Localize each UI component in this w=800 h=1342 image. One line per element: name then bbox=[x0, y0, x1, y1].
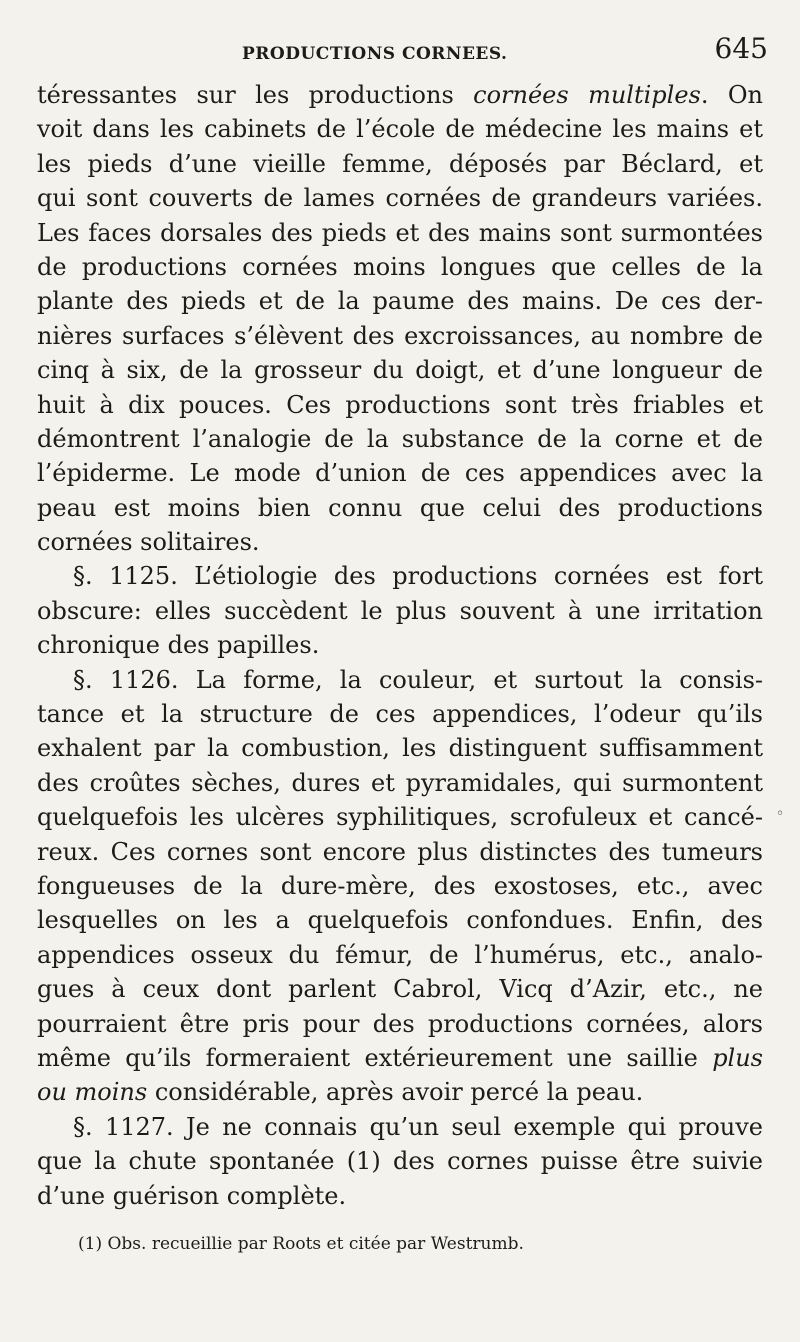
text-segment: démontrent l’analogie de la substance de la corne et de bbox=[37, 424, 763, 453]
text-segment: qui sont couverts de lames cornées de grandeurs variées. bbox=[37, 184, 763, 213]
text-segment: quelquefois les ulcères syphilitiques, scrofuleux et cancé- bbox=[37, 803, 763, 832]
text-line bbox=[37, 663, 763, 697]
text-line bbox=[37, 250, 763, 284]
text-segment: exhalent par la combustion, les distinguent suffisamment bbox=[37, 734, 763, 763]
text-segment: l’épiderme. Le mode d’union de ces appendices avec la bbox=[37, 459, 763, 488]
text-line bbox=[37, 628, 763, 662]
margin-mark: ◦ bbox=[776, 806, 785, 822]
text-segment: pourraient être pris pour des productions cornées, alors bbox=[37, 1009, 763, 1038]
text-segment: nières surfaces s’élèvent des excroissances, au nombre de bbox=[37, 321, 763, 350]
text-segment: fongueuses de la dure-mère, des exostoses, etc., avec bbox=[37, 871, 763, 900]
text-line bbox=[37, 422, 763, 456]
text-line bbox=[37, 181, 763, 215]
text-line bbox=[37, 1110, 763, 1144]
text-line bbox=[37, 388, 763, 422]
text-segment: de productions cornées moins longues que celles de la bbox=[37, 252, 763, 281]
page-number: 645 bbox=[714, 32, 768, 65]
text-line bbox=[37, 284, 763, 318]
text-segment: Les faces dorsales des pieds et des mains sont surmontées bbox=[37, 218, 763, 247]
text-segment: appendices osseux du fémur, de l’humérus, etc., analo- bbox=[37, 940, 763, 969]
italic-text: ou moins bbox=[37, 1078, 148, 1107]
text-segment: cinq à six, de la grosseur du doigt, et d’une longueur de bbox=[37, 356, 763, 385]
text-line bbox=[37, 1041, 763, 1075]
italic-text: cornées multiples bbox=[473, 81, 701, 109]
body-text bbox=[37, 78, 763, 1213]
text-segment: . On bbox=[700, 81, 764, 109]
running-head: PRODUCTIONS CORNEES. bbox=[242, 44, 508, 64]
text-line bbox=[37, 319, 763, 353]
text-line bbox=[37, 1144, 763, 1178]
text-line bbox=[37, 1179, 763, 1213]
text-segment: plante des pieds et de la paume des mains. De ces der- bbox=[37, 287, 763, 316]
text-line bbox=[37, 216, 763, 250]
text-segment: que la chute spontanée (1) des cornes puisse être suivie bbox=[37, 1147, 763, 1176]
text-segment: chronique des papilles. bbox=[37, 631, 320, 660]
text-line bbox=[37, 491, 763, 525]
text-line bbox=[37, 112, 763, 146]
text-line bbox=[37, 456, 763, 490]
text-line bbox=[37, 559, 763, 593]
text-segment: même qu’ils formeraient extérieurement une saillie bbox=[37, 1043, 713, 1072]
footnote: (1) Obs. recueillie par Roots et citée par Westrumb. bbox=[78, 1234, 524, 1254]
text-segment: des croûtes sèches, dures et pyramidales, qui surmontent bbox=[37, 768, 763, 797]
text-segment: gues à ceux dont parlent Cabrol, Vicq d’Azir, etc., ne bbox=[37, 975, 763, 1004]
text-segment: §. 1127. Je ne connais qu’un seul exemple qui prouve bbox=[73, 1112, 763, 1141]
text-segment: peau est moins bien connu que celui des productions bbox=[37, 493, 763, 522]
text-segment: §. 1126. La forme, la couleur, et surtout la consis- bbox=[73, 665, 763, 694]
text-line bbox=[37, 938, 763, 972]
text-segment: huit à dix pouces. Ces productions sont très friables et bbox=[37, 390, 763, 419]
text-line bbox=[37, 147, 763, 181]
text-line bbox=[37, 525, 763, 559]
text-line bbox=[37, 731, 763, 765]
text-segment: lesquelles on les a quelquefois confondues. Enfin, des bbox=[37, 906, 763, 935]
text-line bbox=[37, 1075, 763, 1109]
text-line bbox=[37, 835, 763, 869]
text-segment: obscure: elles succèdent le plus souvent à une irritation bbox=[37, 596, 763, 625]
text-line bbox=[37, 903, 763, 937]
page-header bbox=[0, 32, 800, 82]
text-segment: cornées solitaires. bbox=[37, 528, 260, 557]
text-segment: tance et la structure de ces appendices, l’odeur qu’ils bbox=[37, 700, 763, 729]
text-segment: téressantes sur les productions bbox=[37, 81, 474, 109]
text-line bbox=[37, 594, 763, 628]
text-line bbox=[37, 78, 763, 112]
text-line bbox=[37, 869, 763, 903]
text-segment: voit dans les cabinets de l’école de médecine les mains et bbox=[37, 115, 763, 144]
text-line bbox=[37, 972, 763, 1006]
text-line bbox=[37, 766, 763, 800]
text-segment: d’une guérison complète. bbox=[37, 1181, 347, 1210]
text-line bbox=[37, 697, 763, 731]
text-segment: reux. Ces cornes sont encore plus distinctes des tumeurs bbox=[37, 837, 763, 866]
text-segment: §. 1125. L’étiologie des productions cornées est fort bbox=[73, 562, 763, 591]
text-line bbox=[37, 353, 763, 387]
text-line bbox=[37, 1007, 763, 1041]
text-line bbox=[37, 800, 763, 834]
text-segment: considérable, après avoir percé la peau. bbox=[147, 1078, 644, 1107]
text-segment: les pieds d’une vieille femme, déposés par Béclard, et bbox=[37, 149, 763, 178]
italic-text: plus bbox=[712, 1043, 763, 1072]
